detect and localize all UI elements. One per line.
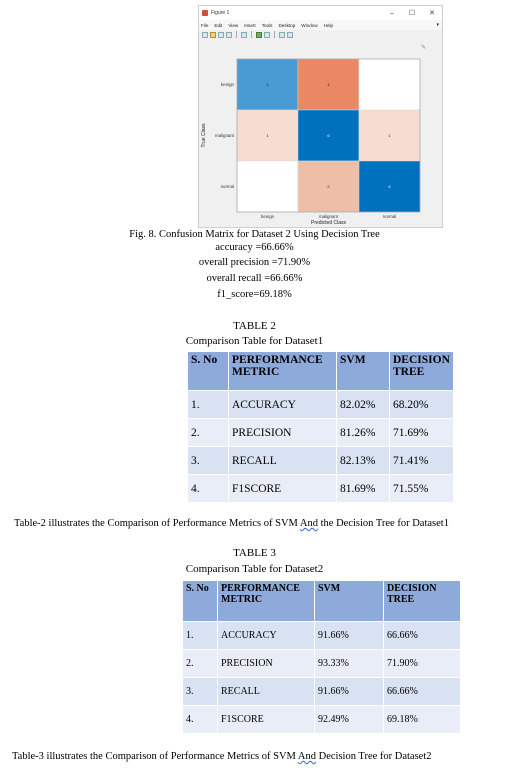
table-row <box>183 706 460 733</box>
menu-window[interactable]: Window <box>301 22 318 28</box>
cell-metric: ACCURACY <box>218 622 314 649</box>
metric-recall: overall recall =66.66% <box>206 273 303 284</box>
cell-sno: 3. <box>183 678 217 705</box>
confusion-matrix-chart <box>199 39 442 227</box>
cell-decision-tree: 69.18% <box>384 706 460 733</box>
cell-svm: 91.66% <box>315 622 383 649</box>
plot-area <box>199 39 442 227</box>
cell-metric: F1SCORE <box>218 706 314 733</box>
x-tick-label: normal <box>382 214 397 219</box>
close-button[interactable]: ✕ <box>429 10 435 17</box>
cell-decision-tree: 68.20% <box>390 391 453 418</box>
print-icon[interactable] <box>226 32 232 38</box>
menu-insert[interactable]: Insert <box>244 22 256 28</box>
table-row <box>183 650 460 677</box>
header-svm: SVM <box>337 352 389 390</box>
save-icon[interactable] <box>218 32 224 38</box>
cell-decision-tree: 71.41% <box>390 447 453 474</box>
metric-accuracy: accuracy =66.66% <box>215 242 294 253</box>
menu-file[interactable]: File <box>201 22 209 28</box>
cell-decision-tree: 66.66% <box>384 678 460 705</box>
metric-precision: overall precision =71.90% <box>198 257 311 268</box>
x-tick-label: malignant <box>318 214 339 219</box>
cell-sno: 1. <box>188 391 228 418</box>
table-header-row <box>183 581 460 621</box>
open-folder-icon[interactable] <box>210 32 216 38</box>
header-metric: PERFORMANCE METRIC <box>218 581 314 621</box>
table-row <box>188 391 453 418</box>
cell-sno: 4. <box>188 475 228 502</box>
table-row <box>183 678 460 705</box>
menu-desktop[interactable]: Desktop <box>278 22 296 28</box>
y-axis-label: True Class <box>201 123 207 148</box>
x-axis-label: Predicted Class <box>310 220 347 226</box>
figure-toolbar <box>199 30 442 39</box>
y-tick-label: malignant <box>214 133 234 138</box>
table2-note <box>14 517 449 530</box>
brush-icon[interactable]: ✎ <box>420 45 426 51</box>
cell-decision-tree: 71.55% <box>390 475 453 502</box>
cell-sno: 2. <box>183 650 217 677</box>
table2 <box>187 351 454 503</box>
table3-note-spellcheck-word: And <box>297 751 317 762</box>
toolbar-separator <box>251 31 252 38</box>
figure-titlebar <box>199 6 442 20</box>
colorbar-icon[interactable] <box>264 32 270 38</box>
cell-metric: F1SCORE <box>229 475 336 502</box>
header-sno: S. No <box>183 581 217 621</box>
figure-title: Figure 1 <box>211 10 230 16</box>
table2-note-part2: the Decision Tree for Dataset1 <box>318 518 449 529</box>
header-decision-tree: DECISION TREE <box>390 352 453 390</box>
table3 <box>182 580 461 734</box>
table-row <box>183 622 460 649</box>
cell-sno: 3. <box>188 447 228 474</box>
cell-sno: 1. <box>183 622 217 649</box>
matlab-figure-window <box>198 5 443 228</box>
header-metric: PERFORMANCE METRIC <box>229 352 336 390</box>
matrix-cell <box>237 161 298 212</box>
y-tick-label: normal <box>220 184 234 189</box>
menubar-overflow-icon[interactable]: ▾ <box>436 22 439 28</box>
cell-metric: RECALL <box>218 678 314 705</box>
table-row <box>188 419 453 446</box>
table3-note <box>12 750 432 763</box>
pointer-icon[interactable] <box>279 32 285 38</box>
header-sno: S. No <box>188 352 228 390</box>
cell-svm: 92.49% <box>315 706 383 733</box>
cell-value-label: 1 <box>388 133 391 138</box>
figure-caption: Fig. 8. Confusion Matrix for Dataset 2 Using Decision Tree <box>129 229 380 240</box>
menu-help[interactable]: Help <box>323 22 334 28</box>
figure-menubar <box>199 20 442 30</box>
metric-f1score: f1_score=69.18% <box>217 289 292 300</box>
data-cursor-icon[interactable] <box>256 32 262 38</box>
table3-label: TABLE 3 <box>233 547 276 559</box>
minimize-button[interactable]: – <box>390 9 394 17</box>
table3-caption: Comparison Table for Dataset2 <box>185 563 324 575</box>
table2-note-part1: Table-2 illustrates the Comparison of Performance Metrics of SVM <box>14 518 300 529</box>
table3-note-part2: Decision Tree for Dataset2 <box>316 751 432 762</box>
menu-view[interactable]: View <box>228 22 239 28</box>
cell-sno: 2. <box>188 419 228 446</box>
table2-label: TABLE 2 <box>233 320 276 332</box>
cell-svm: 82.13% <box>337 447 389 474</box>
maximize-button[interactable]: ☐ <box>408 10 416 17</box>
cell-svm: 93.33% <box>315 650 383 677</box>
cell-value-label: 6 <box>327 133 330 138</box>
y-tick-label: benign <box>220 82 234 87</box>
table2-caption: Comparison Table for Dataset1 <box>185 335 324 347</box>
table-row <box>188 447 453 474</box>
zoom-icon[interactable] <box>241 32 247 38</box>
cell-decision-tree: 71.90% <box>384 650 460 677</box>
cell-metric: PRECISION <box>218 650 314 677</box>
cell-value-label: 2 <box>327 184 330 189</box>
cell-value-label: 4 <box>266 82 269 87</box>
menu-tools[interactable]: Tools <box>261 22 273 28</box>
table-header-row <box>188 352 453 390</box>
cell-metric: PRECISION <box>229 419 336 446</box>
cell-svm: 82.02% <box>337 391 389 418</box>
x-tick-label: benign <box>260 214 275 219</box>
cell-metric: ACCURACY <box>229 391 336 418</box>
table2-note-spellcheck-word: And <box>299 518 319 529</box>
cell-svm: 81.69% <box>337 475 389 502</box>
new-file-icon[interactable] <box>202 32 208 38</box>
table-row <box>188 475 453 502</box>
cell-svm: 81.26% <box>337 419 389 446</box>
legend-icon[interactable] <box>287 32 293 38</box>
header-svm: SVM <box>315 581 383 621</box>
cell-value-label: 6 <box>388 184 391 189</box>
table3-note-part1: Table-3 illustrates the Comparison of Performance Metrics of SVM <box>12 751 298 762</box>
cell-svm: 91.66% <box>315 678 383 705</box>
cell-sno: 4. <box>183 706 217 733</box>
matrix-cell <box>359 59 420 110</box>
cell-metric: RECALL <box>229 447 336 474</box>
cell-decision-tree: 71.69% <box>390 419 453 446</box>
header-decision-tree: DECISION TREE <box>384 581 460 621</box>
menu-edit[interactable]: Edit <box>214 22 223 28</box>
cell-value-label: 4 <box>327 82 330 87</box>
cell-value-label: 1 <box>266 133 269 138</box>
toolbar-separator <box>236 31 237 38</box>
matlab-app-icon <box>202 10 208 16</box>
cell-decision-tree: 66.66% <box>384 622 460 649</box>
toolbar-separator <box>274 31 275 38</box>
